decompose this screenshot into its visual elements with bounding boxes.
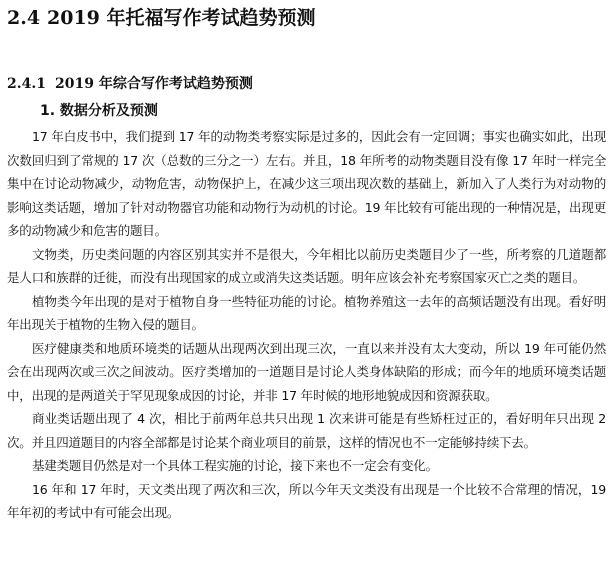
paragraph-business: 商业类话题出现了 4 次，相比于前两年总共只出现 1 次来讲可能是有些矫枉过正的，看好明年只出现 2 次。并且四道题目的内容全部都是讨论某个商业项目的前景，这样的情况也不一定能够持续下去。 bbox=[7, 411, 606, 450]
paragraph-animals: 17 年白皮书中，我们提到 17 年的动物类考察实际是过多的，因此会有一定回调；事实也确实如此，出现次数回归到了常规的 17 次（总数的三分之一）左右。并且，18 年所考的动物类题目没有像 17 年时一样完全集中在讨论动物减少，动物危害，动物保护上，在减少这三项出现次数的基础上，新加入了人类行为对动物的影响这类话题，增加了针对动物器官功能和动物行为动机的讨论。19 年比较有可能出现的一种情况是，出现更多的动物减少和危害的题目。 bbox=[7, 129, 606, 238]
paragraph-history: 文物类，历史类问题的内容区别其实并不是很大，今年相比以前历史类题目少了一些，所考察的几道题都是人口和族群的迁徙，而没有出现国家的成立或消失这类话题。明年应该会补充考察国家灭亡之类的题目。 bbox=[7, 246, 606, 285]
section-heading bbox=[7, 6, 606, 30]
paragraph-health-geology: 医疗健康类和地质环境类的话题从出现两次到出现三次，一直以来并没有太大变动，所以 19 年可能仍然会在出现两次或三次之间波动。医疗类增加的一道题目是讨论人类身体缺陷的形成；而今年的地质环境类话题中，出现的是两道关于罕见现象成因的讨论，并非 17 年时候的地形地貌成因和资源获取。 bbox=[7, 340, 606, 403]
paragraph-astronomy: 16 年和 17 年时，天文类出现了两次和三次，所以今年天文类没有出现是一个比较不合常理的情况，19 年年初的考试中有可能会出现。 bbox=[7, 481, 606, 520]
section-title: 2019 年托福写作考试趋势预测 bbox=[47, 7, 316, 29]
analysis-heading: 1. 数据分析及预测 bbox=[40, 103, 158, 119]
subsection-title: 2019 年综合写作考试趋势预测 bbox=[55, 76, 253, 92]
subsection-number: 2.4.1 bbox=[7, 76, 46, 92]
subsection-heading bbox=[7, 74, 606, 94]
body-text bbox=[7, 125, 606, 525]
section-number: 2.4 bbox=[7, 7, 41, 29]
paragraph-plants: 植物类今年出现的是对于植物自身一些特征功能的讨论。植物养殖这一去年的高频话题没有出现。看好明年出现关于植物的生物入侵的题目。 bbox=[7, 293, 606, 332]
paragraph-infrastructure: 基建类题目仍然是对一个具体工程实施的讨论，接下来也不一定会有变化。 bbox=[32, 458, 438, 473]
